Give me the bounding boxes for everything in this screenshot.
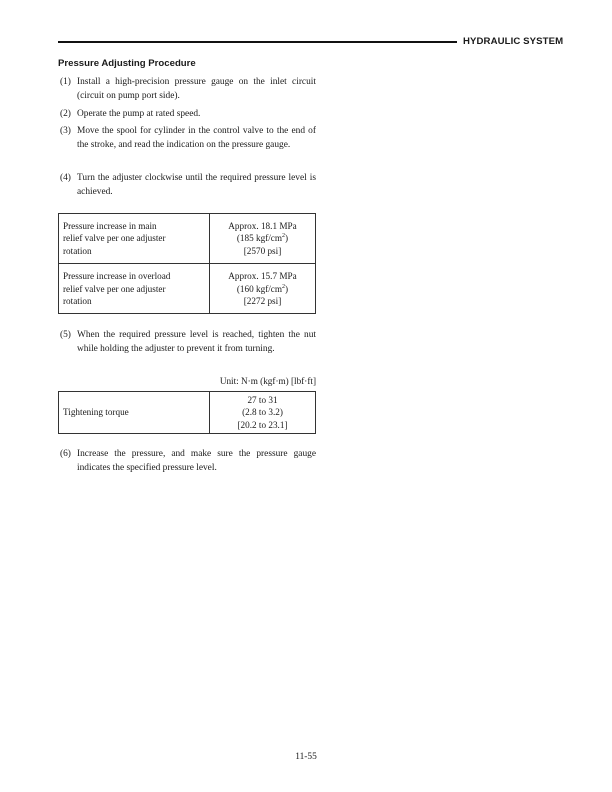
step-number: (4) (60, 173, 71, 183)
table-cell-label: Pressure increase in main relief valve per one adjuster rotation (59, 214, 210, 264)
torque-label: Tightening torque (59, 392, 210, 434)
step-6 (60, 447, 316, 475)
step-number: (5) (60, 330, 71, 340)
table-row (59, 264, 316, 314)
step-number: (6) (60, 449, 71, 459)
table-row (59, 392, 316, 434)
step-text: Turn the adjuster clockwise until the required pressure level is achieved. (77, 173, 316, 198)
procedure-title: Pressure Adjusting Procedure (58, 58, 196, 69)
torque-table (58, 391, 316, 434)
torque-value: 27 to 31 (2.8 to 3.2) [20.2 to 23.1] (210, 392, 316, 434)
step-2 (60, 107, 316, 121)
section-header: HYDRAULIC SYSTEM (463, 36, 564, 47)
step-1 (60, 75, 316, 103)
step-5 (60, 328, 316, 356)
step-text: Install a high-precision pressure gauge on the inlet circuit (circuit on pump port side). (77, 77, 316, 102)
step-3 (60, 124, 316, 152)
step-text: When the required pressure level is reached, tighten the nut while holding the adjuster to prevent it from turning. (77, 330, 316, 355)
step-number: (2) (60, 109, 71, 119)
step-text: Increase the pressure, and make sure the pressure gauge indicates the specified pressure level. (77, 449, 316, 474)
step-text: Operate the pump at rated speed. (77, 109, 201, 119)
torque-unit-label: Unit: N·m (kgf·m) [lbf·ft] (219, 376, 316, 386)
step-text: Move the spool for cylinder in the control valve to the end of the stroke, and read the indication on the pressure gauge. (77, 126, 316, 151)
table-cell-value: Approx. 18.1 MPa (185 kgf/$cm^2$) [2570 psi] (210, 214, 316, 264)
step-4 (60, 171, 316, 199)
step-number: (1) (60, 77, 71, 87)
pressure-table (58, 213, 316, 314)
table-cell-label: Pressure increase in overload relief valve per one adjuster rotation (59, 264, 210, 314)
page-number: 11-55 (295, 752, 317, 762)
table-row (59, 214, 316, 264)
table-cell-value: Approx. 15.7 MPa (160 kgf/$cm^2$) [2272 psi] (210, 264, 316, 314)
header-rule (58, 41, 457, 43)
step-number: (3) (60, 126, 71, 136)
